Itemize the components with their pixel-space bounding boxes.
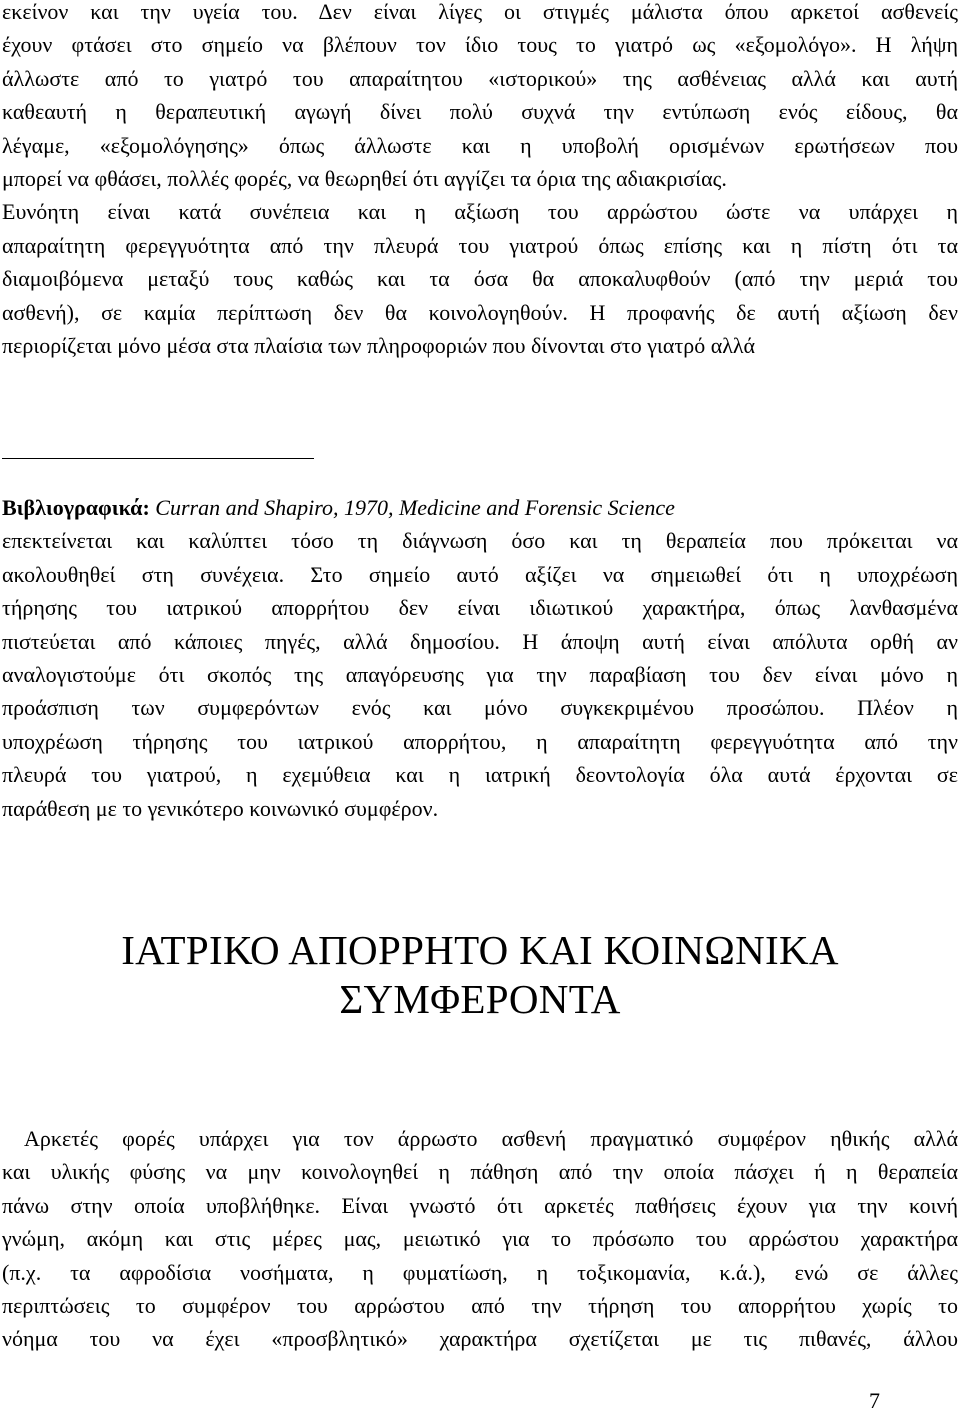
- text-line: περιπτώσεις το συμφέρον του αρρώστου από την τήρηση του απορρήτου χωρίς το: [2, 1293, 958, 1319]
- bibliography-label: Βιβλιογραφικά:: [2, 495, 150, 520]
- text-line: πάνω στην οποία υποβλήθηκε. Είναι γνωστό ότι αρκετές παθήσεις έχουν για την κοινή: [2, 1192, 958, 1218]
- text-line: άλλωστε από το γιατρό του απαραίτητου «ιστορικού» της ασθένειας αλλά και αυτή: [2, 65, 958, 91]
- text-line: πιστεύεται από κάποιες πηγές, αλλά δημοσίου. Η άποψη αυτή είναι απόλυτα ορθή αν: [2, 628, 958, 654]
- text-line: προάσπιση των συμφερόντων ενός και μόνο συγκεκριμένου προσώπου. Πλέον η: [2, 695, 958, 721]
- bibliography-line: [2, 491, 958, 524]
- bottom-paragraph: [2, 1122, 958, 1356]
- text-line: μπορεί να φθάσει, πολλές φορές, να θεωρηθεί ότι αγγίζει τα όρια της αδιακρισίας.: [2, 166, 727, 192]
- section-heading: [0, 926, 960, 1024]
- bibliography-reference: Curran and Shapiro, 1970, Medicine and Forensic Science: [149, 495, 675, 520]
- notes-paragraph: [2, 491, 958, 825]
- page-number: 7: [869, 1388, 880, 1413]
- text-line: (π.χ. τα αφροδίσια νοσήματα, η φυματίωση, η τοξικομανία, κ.ά.), ενώ σε άλλες: [2, 1259, 958, 1285]
- text-line: επεκτείνεται και καλύπτει τόσο τη διάγνωση όσο και τη θεραπεία που πρόκειται να: [2, 528, 958, 554]
- footnote-separator: [2, 458, 314, 459]
- text-line: εκείνον και την υγεία του. Δεν είναι λίγες οι στιγμές μάλιστα όπου αρκετοί ασθενείς: [2, 0, 958, 24]
- text-line: απαραίτητη φερεγγυότητα από την πλευρά του γιατρού όπως επίσης και η πίστη ότι τα: [2, 232, 958, 258]
- section-heading-line: ΣΥΜΦΕΡΟΝΤΑ: [339, 976, 621, 1022]
- text-line: Ευνόητη είναι κατά συνέπεια και η αξίωση του αρρώστου ώστε να υπάρχει η: [2, 199, 958, 225]
- text-line: ακολουθηθεί στη συνέχεια. Στο σημείο αυτό αξίζει να σημειωθεί ότι η υποχρέωση: [2, 561, 958, 587]
- text-line: λέγαμε, «εξομολόγησης» όπως άλλωστε και η υποβολή ορισμένων ερωτήσεων που: [2, 132, 958, 158]
- text-line: και υλικής φύσης να μην κοινολογηθεί η πάθηση από την οποία πάσχει ή η θεραπεία: [2, 1159, 958, 1185]
- text-line: έχουν φτάσει στο σημείο να βλέπουν τον ίδιο τους το γιατρό ως «εξομολόγο». Η λήψη: [2, 32, 958, 58]
- text-line: νόημα του να έχει «προσβλητικό» χαρακτήρα σχετίζεται με τις πιθανές, άλλου: [2, 1326, 958, 1352]
- text-line: παράθεση με το γενικότερο κοινωνικό συμφέρον.: [2, 795, 439, 821]
- text-line: αναλογιστούμε ότι σκοπός της απαγόρευσης για την παραβίαση του δεν είναι μόνο η: [2, 662, 958, 688]
- text-line: ασθενή), σε καμία περίπτωση δεν θα κοινολογηθούν. Η προφανής δε αυτή αξίωση δεν: [2, 299, 958, 325]
- section-heading-line: ΙΑΤΡΙΚΟ ΑΠΟΡΡΗΤΟ ΚΑΙ ΚΟΙΝΩΝΙΚΑ: [121, 927, 839, 973]
- text-line: υποχρέωση τήρησης του ιατρικού απορρήτου, η απαραίτητη φερεγγυότητα από την: [2, 728, 958, 754]
- top-paragraph: [2, 0, 958, 362]
- text-line: καθεαυτή η θεραπευτική αγωγή δίνει πολύ συχνά την εντύπωση ενός είδους, θα: [2, 99, 958, 125]
- text-line: τήρησης του ιατρικού απορρήτου δεν είναι ιδιωτικού χαρακτήρα, όπως λανθασμένα: [2, 595, 958, 621]
- text-line: πλευρά του γιατρού, η εχεμύθεια και η ιατρική δεοντολογία όλα αυτά έρχονται σε: [2, 762, 958, 788]
- text-line: γνώμη, ακόμη και στις μέρες μας, μειωτικό για το πρόσωπο του αρρώστου χαρακτήρα: [2, 1226, 958, 1252]
- text-line: περιορίζεται μόνο μέσα στα πλαίσια των πληροφοριών που δίνονται στο γιατρό αλλά: [2, 333, 756, 359]
- text-line: Αρκετές φορές υπάρχει για τον άρρωστο ασθενή πραγματικό συμφέρον ηθικής αλλά: [24, 1126, 958, 1151]
- text-line: διαμοιβόμενα μεταξύ τους καθώς και τα όσα θα αποκαλυφθούν (από την μεριά του: [2, 266, 958, 292]
